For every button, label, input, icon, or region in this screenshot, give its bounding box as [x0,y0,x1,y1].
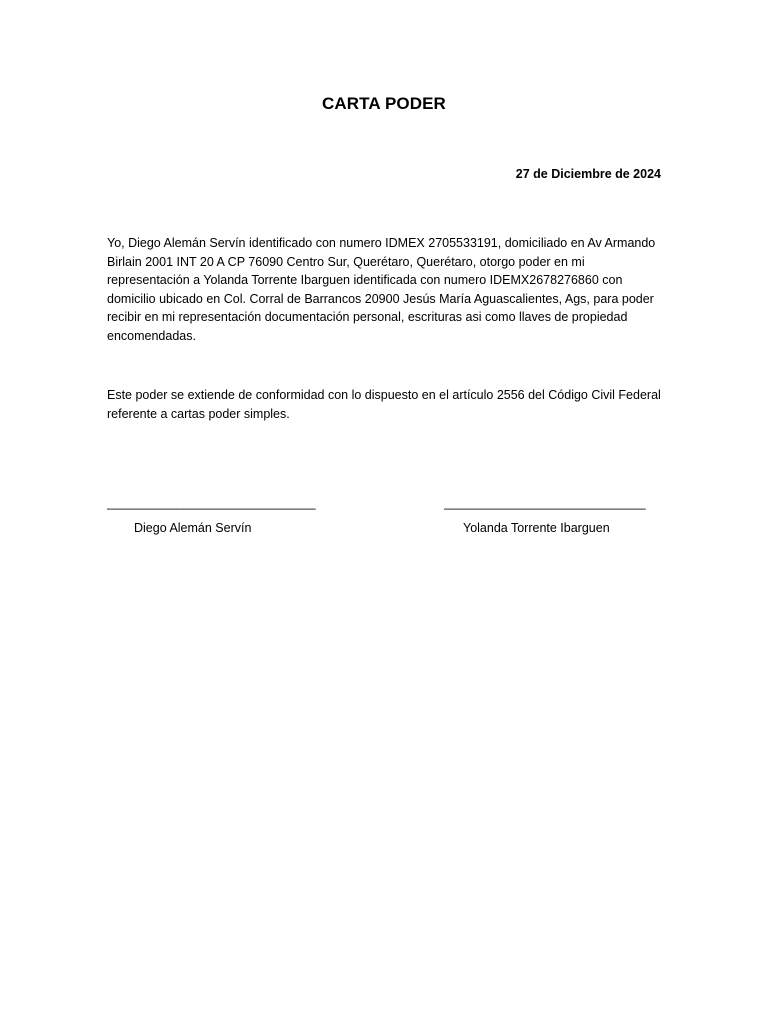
document-title: CARTA PODER [322,94,446,113]
signature-name-grantor: Diego Alemán Servín [134,521,252,535]
signature-line-grantor: ______________________________ [107,496,316,510]
body-paragraph-grant: Yo, Diego Alemán Servín identificado con numero IDMEX 2705533191, domiciliado en Av Armando Birlain 2001 INT 20 A CP 76090 Centro Sur, Querétaro, Querétaro, otorgo poder en mi representación a Yolanda Torrente Ibarguen identificada con numero IDEMX2678276860 con domicilio ubicado en Col. Corral de Barrancos 20900 Jesús María Aguascalientes, Ags, para poder recibir en mi representación documentación personal, escrituras asi como llaves de propiedad encomendadas. [107,236,656,343]
document-date: 27 de Diciembre de 2024 [515,167,661,181]
signature-line-grantee: _____________________________ [444,496,646,510]
body-paragraph-legal-basis: Este poder se extiende de conformidad con lo dispuesto en el artículo 2556 del Código Civil Federal referente a cartas poder simples. [107,388,661,421]
signature-name-grantee: Yolanda Torrente Ibarguen [463,521,610,535]
